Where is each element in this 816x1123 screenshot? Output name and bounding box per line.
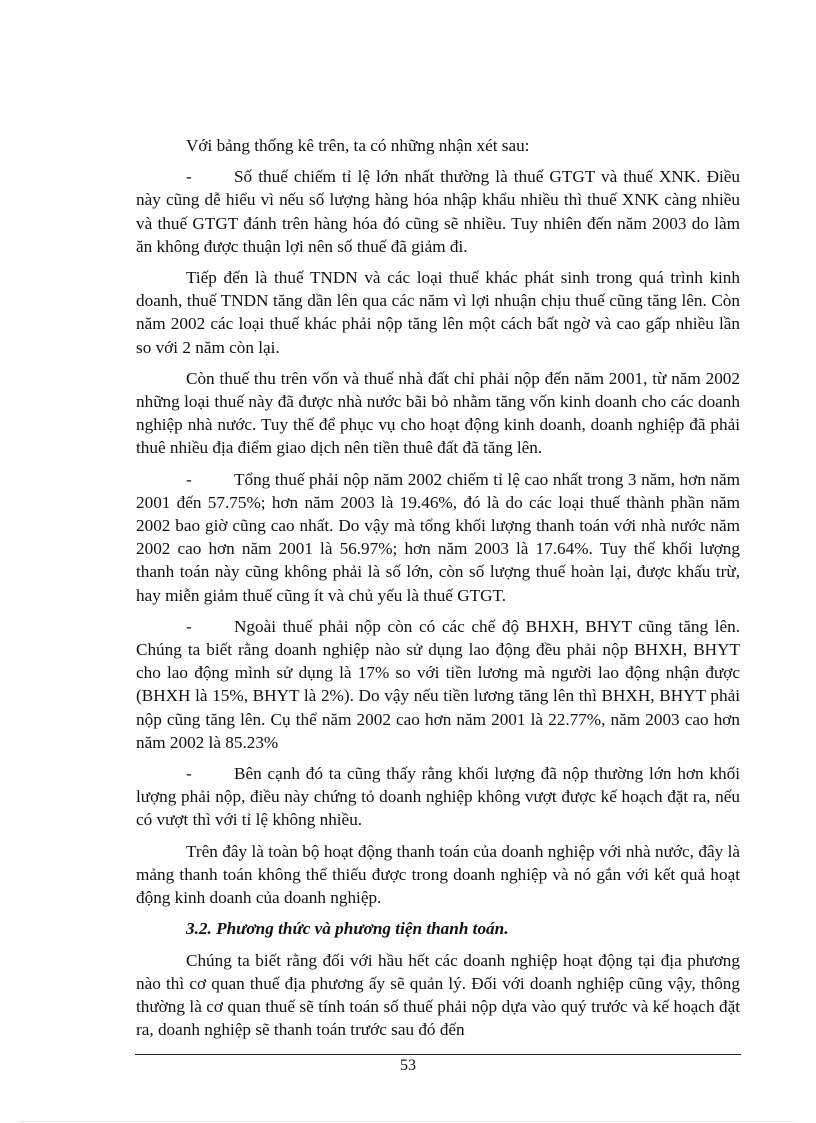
page-edge-divider [20, 1121, 796, 1122]
bullet-dash: - [186, 469, 192, 489]
paragraph-text: Ngoài thuế phải nộp còn có các chế độ BHXH, BHYT cũng tăng lên. Chúng ta biết rằng doanh nghiệp nào sử dụng lao động đều phải nộp BHXH, BHYT cho lao động mình sử dụng là 17% so với tiền lương mà người lao động nhận được (BHXH là 15%, BHYT là 2%). Do vậy nếu tiền lương tăng lên thì BHXH, BHYT phải nộp cũng tăng lên. Cụ thể năm 2002 cao hơn năm 2001 là 22.77%, năm 2003 cao hơn năm 2002 là 85.23% [136, 616, 740, 752]
bullet-dash: - [186, 616, 192, 636]
bullet-dash: - [186, 167, 192, 187]
paragraph-capital-tax: Còn thuế thu trên vốn và thuế nhà đất chỉ phải nộp đến năm 2001, từ năm 2002 những loại thuế này đã được nhà nước bãi bỏ nhằm tăng vốn kinh doanh cho các doanh nghiệp nhà nước. Tuy thế để phục vụ cho hoạt động kinh doanh, doanh nghiệp đã phải thuê nhiều địa điểm giao dịch nên tiền thuê đất đã tăng lên. [136, 368, 740, 458]
paragraph-tndn: Tiếp đến là thuế TNDN và các loại thuế khác phát sinh trong quá trình kinh doanh, thuế TNDN tăng dần lên qua các năm vì lợi nhuận chịu thuế cũng tăng lên. Còn năm 2002 các loại thuế khác phải nộp tăng lên một cách bất ngờ và cao gấp nhiều lần so với 2 năm còn lại. [136, 268, 740, 357]
paragraph-summary: Trên đây là toàn bộ hoạt động thanh toán của doanh nghiệp với nhà nước, đây là mảng thanh toán không thể thiếu được trong doanh nghiệp và nó gắn với kết quả hoạt động kinh doanh của doanh nghiệp. [136, 841, 740, 908]
paragraph-bullet-total-tax [136, 468, 740, 607]
paragraph-text: Tổng thuế phải nộp năm 2002 chiếm tỉ lệ cao nhất trong 3 năm, hơn năm 2001 đến 57.75%; hơn năm 2003 là 19.46%, đó là do các loại thuế thành phần năm 2002 bao giờ cũng cao nhất. Do vậy mà tổng khối lượng thanh toán với nhà nước năm 2002 cao hơn năm 2001 là 56.97%; hơn năm 2003 là 17.64%. Tuy thế khối lượng thanh toán này cũng không phải là số lớn, còn số lượng thuế hoàn lại, được khấu trừ, hay miễn giảm thuế cũng ít và chủ yếu là thuế GTGT. [136, 469, 740, 605]
footer-divider [135, 1054, 741, 1055]
paragraph-bullet-paid-volume [136, 762, 740, 832]
paragraph-payment-methods: Chúng ta biết rằng đối với hầu hết các doanh nghiệp hoạt động tại địa phương nào thì cơ quan thuế địa phương ấy sẽ quản lý. Đối với doanh nghiệp cũng vậy, thông thường là cơ quan thuế sẽ tính toán số thuế phải nộp dựa vào quý trước và kế hoạch đặt ra, doanh nghiệp sẽ thanh toán trước sau đó đến [136, 950, 740, 1040]
paragraph-intro: Với bảng thống kê trên, ta có những nhận xét sau: [186, 136, 530, 155]
paragraph-bullet-insurance [136, 615, 740, 754]
body-text [136, 134, 740, 1049]
section-heading: 3.2. Phương thức và phương tiện thanh toán. [186, 919, 509, 939]
bullet-dash: - [186, 764, 192, 784]
paragraph-bullet-taxes [136, 165, 740, 258]
page-number: 53 [400, 1057, 416, 1074]
paragraph-text: Số thuế chiếm tỉ lệ lớn nhất thường là thuế GTGT và thuế XNK. Điều này cũng dễ hiểu vì nếu số lượng hàng hóa nhập khẩu nhiều thì thuế XNK càng nhiều và thuế GTGT đánh trên hàng hóa đó cũng sẽ nhiều. Tuy nhiên đến năm 2003 do làm ăn không được thuận lợi nên số thuế đã giảm đi. [136, 167, 740, 256]
paragraph-text: Bên cạnh đó ta cũng thấy rằng khối lượng đã nộp thường lớn hơn khối lượng phải nộp, điều này chứng tỏ doanh nghiệp không vượt được kế hoạch đặt ra, nếu có vượt thì với tỉ lệ không nhiều. [136, 764, 740, 830]
